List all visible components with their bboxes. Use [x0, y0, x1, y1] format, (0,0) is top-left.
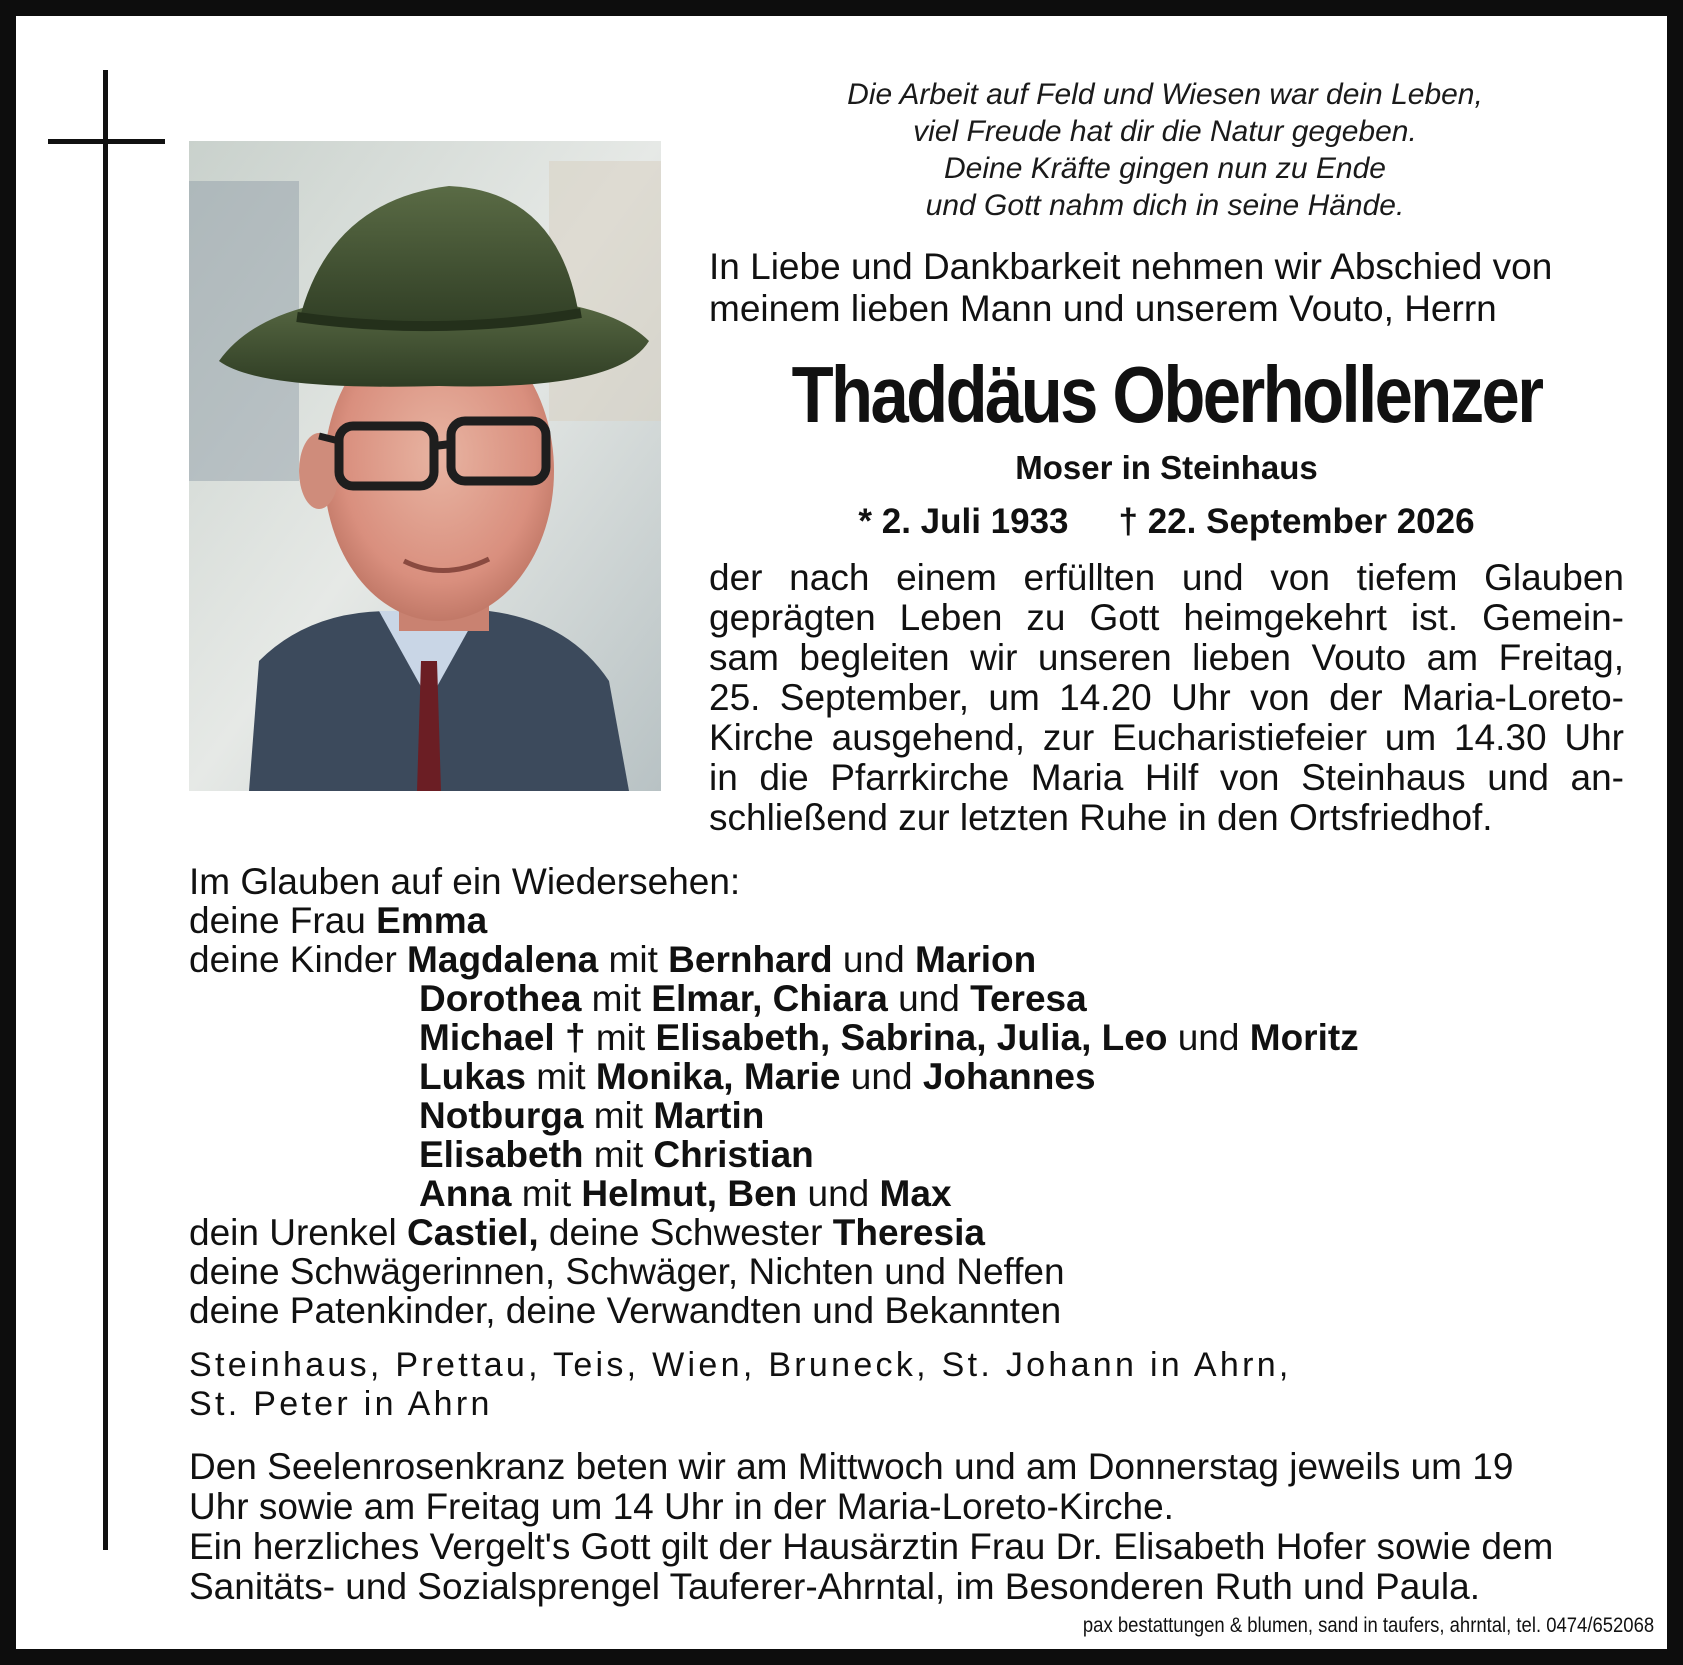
family-list [189, 862, 1589, 1330]
connector: mit [525, 1056, 596, 1097]
connector: und [832, 939, 915, 980]
family-in-laws: deine Schwägerinnen, Schwäger, Nichten und Neffen [189, 1251, 1065, 1292]
partner-names: Bernhard [668, 939, 833, 980]
deceased-name: Thaddäus Oberhollenzer [791, 350, 1542, 439]
connector: und [840, 1056, 923, 1097]
partner-names: Marion [914, 939, 1037, 980]
poem-line: Die Arbeit auf Feld und Wiesen war dein Leben, [847, 78, 1483, 111]
life-dates [709, 500, 1624, 544]
family-wife [189, 901, 1589, 940]
partner-names: Moritz [1249, 1017, 1359, 1058]
announcement-line: geprägten Leben zu Gott heimgekehrt ist. Gemein- [709, 597, 1624, 638]
intro-text [709, 246, 1624, 330]
family-child-row [189, 1057, 1589, 1096]
announcement-text [709, 558, 1624, 838]
great-grandchild-prefix: dein Urenkel [189, 1212, 408, 1253]
closing-line: Ein herzliches Vergelt's Gott gilt der Hausärztin Frau Dr. Elisabeth Hofer sowie dem [189, 1526, 1554, 1567]
partner-names: Johannes [922, 1056, 1096, 1097]
great-grandchild-name: Castiel, [407, 1212, 539, 1253]
poem-line: viel Freude hat dir die Natur gegeben. [913, 115, 1417, 148]
family-child-row [189, 940, 1589, 979]
family-child-row [189, 979, 1589, 1018]
cross-vertical-bar [103, 70, 108, 1550]
connector: und [887, 978, 971, 1019]
child-name: Michael † [419, 1017, 586, 1058]
partner-names: Max [879, 1173, 952, 1214]
portrait-photo [189, 141, 661, 791]
poem [700, 76, 1630, 224]
death-date: † 22. September 2026 [1118, 502, 1475, 541]
partner-names: Elmar, Chiara [651, 978, 888, 1019]
child-name: Lukas [419, 1056, 526, 1097]
partner-names: Elisabeth, Sabrina, Julia, Leo [655, 1017, 1168, 1058]
places-line: Steinhaus, Prettau, Teis, Wien, Bruneck, St. Johann in Ahrn, [189, 1346, 1292, 1384]
child-name: Elisabeth [419, 1134, 584, 1175]
child-name: Anna [419, 1173, 512, 1214]
connector: mit [511, 1173, 582, 1214]
partner-names: Monika, Marie [595, 1056, 841, 1097]
partner-names: Teresa [970, 978, 1087, 1019]
closing-line: Uhr sowie am Freitag um 14 Uhr in der Maria-Loreto-Kirche. [189, 1486, 1174, 1527]
connector: mit [581, 978, 652, 1019]
announcement-line: in die Pfarrkirche Maria Hilf von Steinhaus und an- [709, 757, 1624, 798]
sister-prefix: deine Schwester [538, 1212, 833, 1253]
family-great-grandchild [189, 1213, 1589, 1252]
child-name: Magdalena [407, 939, 599, 980]
family-child-row [189, 1096, 1589, 1135]
cross-horizontal-bar [48, 139, 165, 144]
family-child-row [189, 1174, 1589, 1213]
poem-line: und Gott nahm dich in seine Hände. [925, 189, 1405, 222]
poem-line: Deine Kräfte gingen nun zu Ende [944, 152, 1386, 185]
connector: mit [583, 1095, 654, 1136]
announcement-line: schließend zur letzten Ruhe in den Ortsfriedhof. [709, 797, 1493, 838]
intro-line: In Liebe und Dankbarkeit nehmen wir Abschied von [709, 246, 1553, 287]
family-child-row [189, 1018, 1589, 1057]
children-prefix: deine Kinder [189, 939, 408, 980]
announcement-line: sam begleiten wir unseren lieben Vouto am Freitag, [709, 637, 1624, 678]
family-others: deine Patenkinder, deine Verwandten und Bekannten [189, 1290, 1062, 1331]
closing-line: Den Seelenrosenkranz beten wir am Mittwoch und am Donnerstag jeweils um 19 [189, 1446, 1514, 1487]
partner-names: Christian [653, 1134, 814, 1175]
partner-names: Martin [653, 1095, 765, 1136]
places-line: St. Peter in Ahrn [189, 1385, 493, 1423]
connector: mit [598, 939, 669, 980]
wife-name: Emma [376, 900, 488, 941]
closing-line: Sanitäts- und Sozialsprengel Tauferer-Ahrntal, im Besonderen Ruth und Paula. [189, 1566, 1480, 1607]
announcement-line: 25. September, um 14.20 Uhr von der Maria-Loreto- [709, 677, 1624, 718]
child-name: Notburga [419, 1095, 584, 1136]
funeral-home-footer: pax bestattungen & blumen, sand in taufers, ahrntal, tel. 0474/652068 [1082, 1614, 1654, 1637]
places-list [189, 1346, 1589, 1424]
sister-name: Theresia [832, 1212, 985, 1253]
connector: und [797, 1173, 880, 1214]
portrait-illustration [189, 141, 661, 791]
birth-date: * 2. Juli 1933 [858, 502, 1069, 541]
announcement-line: der nach einem erfüllten und von tiefem Glauben [709, 557, 1624, 598]
intro-line: meinem lieben Mann und unserem Vouto, Herrn [709, 288, 1497, 329]
house-name: Moser in Steinhaus [1015, 449, 1318, 486]
family-heading: Im Glauben auf ein Wiedersehen: [189, 861, 741, 902]
partner-names: Helmut, Ben [581, 1173, 798, 1214]
wife-prefix: deine Frau [189, 900, 377, 941]
connector: mit [583, 1134, 654, 1175]
connector: und [1167, 1017, 1250, 1058]
family-child-row [189, 1135, 1589, 1174]
closing-text [189, 1447, 1623, 1607]
child-name: Dorothea [419, 978, 582, 1019]
connector: mit [585, 1017, 656, 1058]
announcement-line: Kirche ausgehend, zur Eucharistiefeier um 14.30 Uhr [709, 717, 1624, 758]
